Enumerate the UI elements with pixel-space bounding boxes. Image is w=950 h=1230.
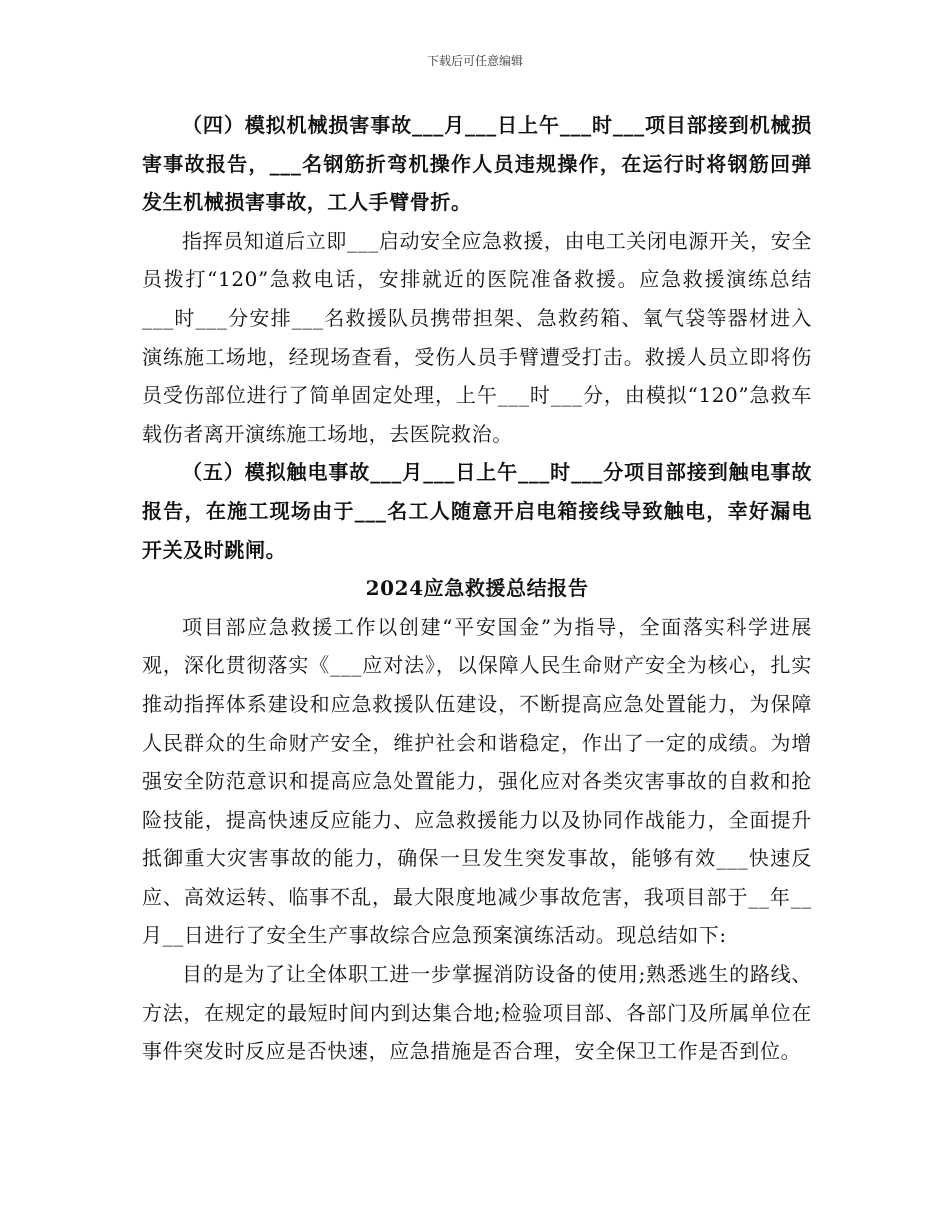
mechanical-response-paragraph: 指挥员知道后立即___启动安全应急救援，由电工关闭电源开关，安全员拨打“120”急救电话，安排就近的医院准备救援。应急救援演练总结___时___分安排___名救援队员携带担架、急救药箱、氧气袋等器材进入演练施工场地，经现场查看，受伤人员手臂遭受打击。救援人员立即将伤员受伤部位进行了简单固定处理，上午___时___分，由模拟“120”急救车载伤者离开演练施工场地，去医院救治。 xyxy=(142,228,812,446)
report-purpose-paragraph: 目的是为了让全体职工进一步掌握消防设备的使用;熟悉逃生的路线、方法，在规定的最短时间内到达集合地;检验项目部、各部门及所属单位在事件突发时反应是否快速，应急措施是否合理，安全保卫工作是否到位。 xyxy=(142,962,812,1064)
electric-drill-paragraph: （五）模拟触电事故___月___日上午___时___分项目部接到触电事故报告，在施工现场由于___名工人随意开启电箱接线导致触电，幸好漏电开关及时跳闸。 xyxy=(142,460,812,562)
report-title: 2024应急救援总结报告 xyxy=(365,576,589,601)
document-body xyxy=(142,106,812,1071)
mechanical-drill-paragraph: （四）模拟机械损害事故___月___日上午___时___项目部接到机械损害事故报告，___名钢筋折弯机操作人员违规操作，在运行时将钢筋回弹发生机械损害事故，工人手臂骨折。 xyxy=(142,113,812,215)
page-header-note: 下载后可任意编辑 xyxy=(426,54,523,68)
report-intro-paragraph: 项目部应急救援工作以创建“平安国金”为指导，全面落实科学进展观，深化贯彻落实《___应对法》，以保障人民生命财产安全为核心，扎实推动指挥体系建设和应急救援队伍建设，不断提高应急处置能力，为保障人民群众的生命财产安全，维护社会和谐稳定，作出了一定的成绩。为增强安全防范意识和提高应急处置能力，强化应对各类灾害事故的自救和抢险技能，提高快速反应能力、应急救援能力以及协同作战能力，全面提升抵御重大灾害事故的能力，确保一旦发生突发事故，能够有效___快速反应、高效运转、临事不乱，最大限度地减少事故危害，我项目部于__年__月__日进行了安全生产事故综合应急预案演练活动。现总结如下: xyxy=(142,614,812,948)
